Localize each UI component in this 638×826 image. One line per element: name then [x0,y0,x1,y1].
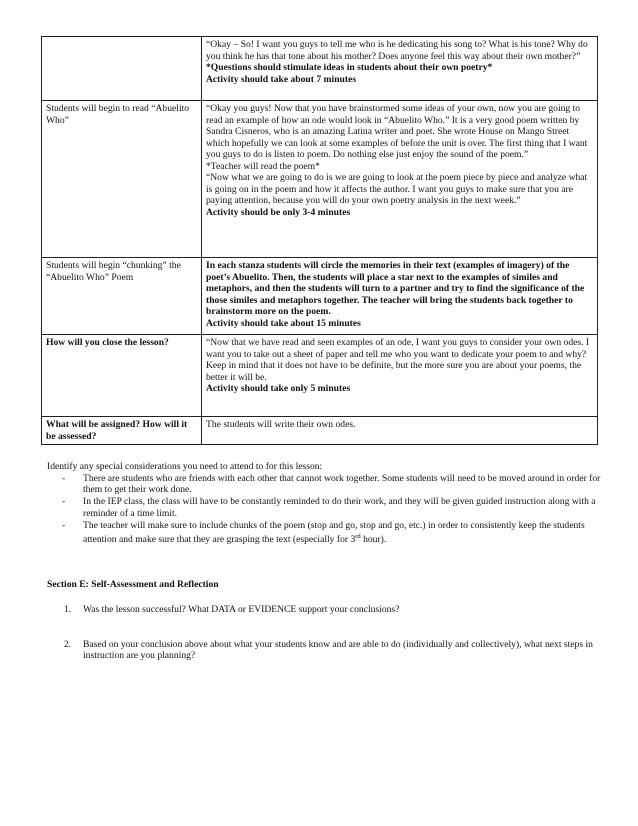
question-number: 2. [64,638,72,650]
section-heading: Section E: Self-Assessment and Reflection [47,579,219,590]
list-item: - In the IEP class, the class will have to be constantly reminded to do their work, and they will be given guided instruction along with a reminder of a time limit. [47,496,603,519]
row-label: How will you close the lesson? [42,335,202,417]
list-item-text: The teacher will make sure to include chunks of the poem (stop and go, stop and go, etc.) in order to consistently keep the students attention and make sure that they are grasping the text (especially for 3 [83,519,585,546]
list-item-tail: hour). [360,534,387,546]
considerations-list [47,473,603,546]
table-row [42,417,598,445]
question-text: Was the lesson successful? What DATA or EVIDENCE support your conclusions? [83,604,400,615]
list-item [47,639,603,662]
list-item [47,604,603,616]
activity-description: In each stanza students will circle the memories in their text (examples of imagery) of the poet’s Abuelito. Then, the students will place a star next to the examples of similes and metaphors, and then the students will turn to a partner and try to find the significance of the those similes and metaphors together. The teacher will bring the students back together to brainstorm more on the poem. [206,260,585,317]
activity-duration: Activity should take only 5 minutes [206,383,351,394]
table-row [42,101,598,258]
ordinal-suffix: rd [355,533,361,541]
row-label: Students will begin “chunking” the “Abuelito Who” Poem [42,258,202,335]
row-label: What will be assigned? How will it be assessed? [42,417,202,445]
activity-duration: Activity should be only 3-4 minutes [206,206,351,218]
teacher-note: *Teacher will read the poem* [206,160,320,172]
assignment-text: The students will write their own odes. [206,419,356,430]
reflection-questions [47,604,603,662]
question-text: Based on your conclusion above about what your students know and are able to do (individually and collectively), what next steps in instruction are you planning? [83,638,593,662]
list-item [47,520,603,547]
row-label: Students will begin to read “Abuelito Who” [42,101,202,258]
dialogue-text: “Okay – So! I want you guys to tell me who is he dedicating his song to? What is his tone? Why do you think he has that tone about his mother? Does anyone feel this way about their own mother?” [206,39,588,62]
row-content [202,335,598,417]
dialogue-text: “Okay you guys! Now that you have brainstormed some ideas of your own, now you are going to read an example of how an ode would look in “Abuelito Who.” It is a very good poem written by Sandra Cisneros, who is an amazing Latina writer and poet. She wrote House on Mango Street which hopefully we can look at some examples of before the unit is over. The first thing that I want you guys to do is listen to poem. Do nothing else just enjoy the sound of the poem.” [206,103,588,160]
teacher-note: *Questions should stimulate ideas in students about their own poetry* [206,62,493,73]
special-considerations [47,461,603,546]
row-label [42,37,202,101]
activity-duration: Activity should take about 7 minutes [206,73,357,85]
row-content [202,37,598,101]
row-content [202,417,598,445]
table-row [42,258,598,335]
table-row [42,335,598,417]
row-content [202,258,598,335]
dialogue-text: “Now what we are going to do is we are going to look at the poem piece by piece and analyze what is going on in the poem and how it affects the author. I want you guys to make sure that you are paying attention, because you will do your own poetry analysis in the next week.” [206,172,588,206]
table-row [42,37,598,101]
question-number: 1. [64,604,72,615]
dialogue-text: “Now that we have read and seen examples of an ode, I want you guys to consider your own odes. I want you to take out a sheet of paper and tell me who you want to dedicate your poem to and why? Keep in mind that it does not have to be definite, but the more sure you are about your poems, the better it will be. [206,337,590,383]
list-item: - There are students who are friends with each other that cannot work together. Some students will need to be moved around in order for them to get their work done. [47,473,603,496]
activity-duration: Activity should take about 15 minutes [206,317,361,329]
lesson-plan-table [41,36,598,445]
row-content [202,101,598,258]
considerations-intro: Identify any special considerations you need to attend to for this lesson: [47,461,323,472]
